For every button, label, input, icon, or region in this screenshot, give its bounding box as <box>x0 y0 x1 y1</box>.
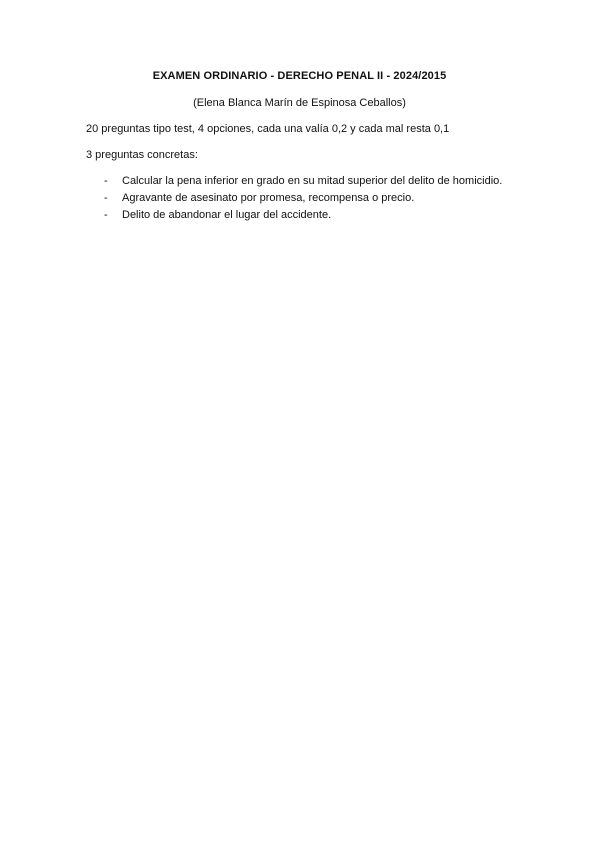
question-text: Delito de abandonar el lugar del accidente. <box>122 209 332 221</box>
test-description: 20 preguntas tipo test, 4 opciones, cada una valía 0,2 y cada mal resta 0,1 <box>86 123 450 135</box>
list-item <box>104 173 504 189</box>
list-item <box>104 207 504 223</box>
professor-name: (Elena Blanca Marín de Espinosa Ceballos) <box>193 97 406 109</box>
bullet-dash: - <box>104 192 108 204</box>
questions-list <box>104 173 504 224</box>
exam-title: EXAMEN ORDINARIO - DERECHO PENAL II - 2024/2015 <box>152 70 447 82</box>
question-text: Agravante de asesinato por promesa, recompensa o precio. <box>122 192 415 204</box>
bullet-dash: - <box>104 175 108 187</box>
questions-intro: 3 preguntas concretas: <box>86 149 198 161</box>
question-text: Calcular la pena inferior en grado en su mitad superior del delito de homicidio. <box>122 175 503 187</box>
list-item <box>104 190 504 206</box>
bullet-dash: - <box>104 209 108 221</box>
